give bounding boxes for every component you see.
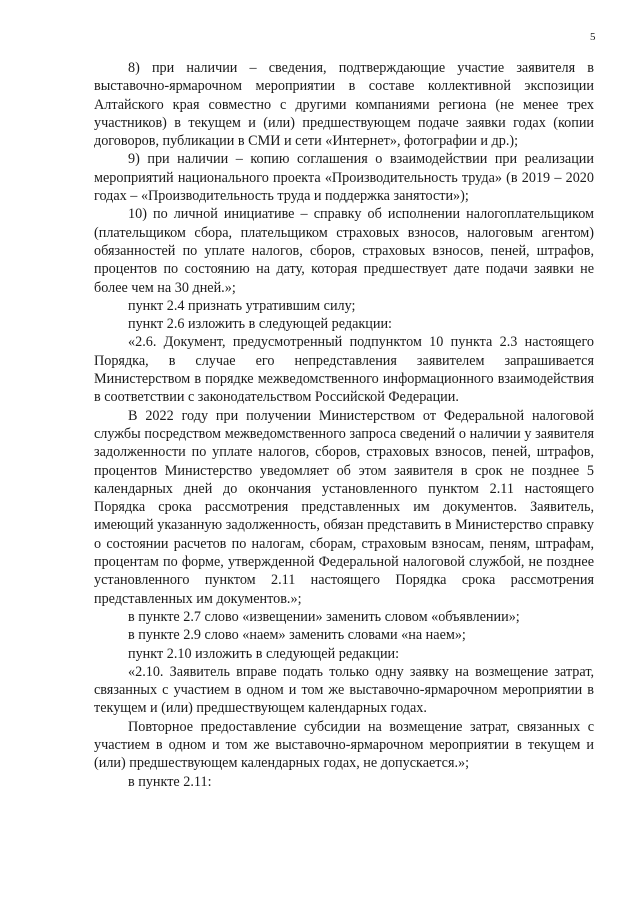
page-number: 5 xyxy=(590,31,596,43)
paragraph-clause-2-11: в пункте 2.11: xyxy=(128,773,212,790)
paragraph-item-9: 9) при наличии – копию соглашения о взаимодействии при реализации мероприятий национального проекта «Производительность труда» (в 2019 – 2020 годах – «Производительность труда и поддержка занятости»); xyxy=(94,151,594,205)
document-body xyxy=(94,59,594,791)
paragraph-clause-2-6-text: «2.6. Документ, предусмотренный подпунктом 10 пункта 2.3 настоящего Порядка, в случае его непредставления заявителем запрашивается Министерством в порядке межведомственного информационного взаимодействия в соответствии с законодательством Российской Федерации. xyxy=(94,334,594,406)
paragraph-clause-2-10-intro: пункт 2.10 изложить в следующей редакции: xyxy=(128,645,400,662)
paragraph-clause-2-9: в пункте 2.9 слово «наем» заменить словами «на наем»; xyxy=(128,627,466,644)
paragraph-item-10: 10) по личной инициативе – справку об исполнении налогоплательщиком (плательщиком сбора, плательщиком страховых взносов, налоговым агентом) обязанностей по уплате налогов, сборов, страховых взносов, пеней, штрафов, процентов по состоянию на дату, которая предшествует дате подачи заявки не более чем на 30 дней.»; xyxy=(94,206,594,296)
paragraph-clause-2-4: пункт 2.4 признать утратившим силу; xyxy=(128,297,356,314)
paragraph-clause-2-7: в пункте 2.7 слово «извещении» заменить словом «объявлении»; xyxy=(128,608,520,625)
paragraph-item-8: 8) при наличии – сведения, подтверждающие участие заявителя в выставочно-ярмарочном мероприятии в составе коллективной экспозиции Алтайского края совместно с другими компаниями региона (не менее трех участников) в текущем и (или) предшествующем подаче заявки годах (копии договоров, публикации в СМИ и сети «Интернет», фотографии и др.); xyxy=(94,60,594,150)
paragraph-clause-2-6-intro: пункт 2.6 изложить в следующей редакции: xyxy=(128,316,392,333)
paragraph-repeat-subsidy: Повторное предоставление субсидии на возмещение затрат, связанных с участием в одном и том же выставочно-ярмарочном мероприятии в текущем и (или) предшествующем календарных годах, не допускается.»; xyxy=(94,718,594,772)
paragraph-clause-2-10-text: «2.10. Заявитель вправе подать только одну заявку на возмещение затрат, связанных с участием в одном и том же выставочно-ярмарочном мероприятии в текущем и (или) предшествующем календарных годах. xyxy=(94,663,594,717)
paragraph-2022-notice: В 2022 году при получении Министерством от Федеральной налоговой службы посредством межведомственного запроса сведений о наличии у заявителя задолженности по уплате налогов, сборов, страховых взносов, пеней, штрафов, процентов Министерство уведомляет об этом заявителя в срок не позднее 5 календарных дней до окончания установленного пунктом 2.11 настоящего Порядка срока рассмотрения представленных им документов. Заявитель, имеющий указанную задолженность, обязан представить в Министерство справку о состоянии расчетов по налогам, сборам, страховым взносам, пеням, штрафам, процентам по форме, утвержденной Федеральной налоговой службой, не позднее установленного пунктом 2.11 настоящего Порядка срока рассмотрения представленных им документов.»; xyxy=(94,407,594,607)
